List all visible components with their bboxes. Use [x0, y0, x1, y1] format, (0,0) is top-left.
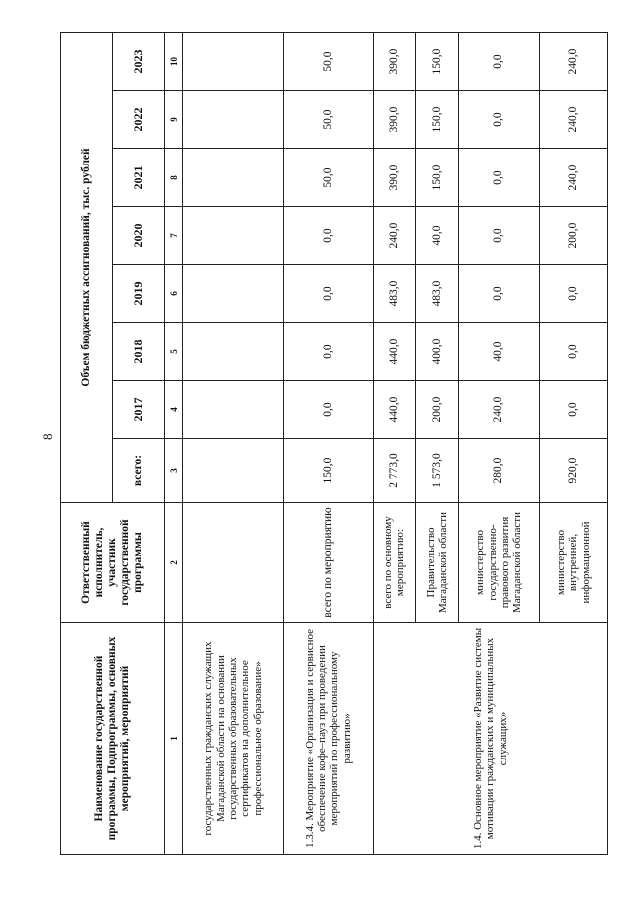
row-value: 150,0	[416, 149, 459, 207]
row-value	[183, 439, 284, 503]
row-value: 50,0	[284, 91, 373, 149]
column-index: 2	[165, 503, 183, 623]
row-value: 200,0	[416, 381, 459, 439]
row-responsible	[183, 503, 284, 623]
row-value: 40,0	[416, 207, 459, 265]
row-value: 400,0	[416, 323, 459, 381]
row-value: 0,0	[539, 265, 607, 323]
row-value	[183, 381, 284, 439]
header-name: Наименование государственной программы, Подпрограммы, основных мероприятий, мероприятий	[61, 623, 165, 855]
row-responsible: всего по мероприятию	[284, 503, 373, 623]
row-value: 240,0	[458, 381, 539, 439]
row-value: 240,0	[539, 149, 607, 207]
row-value: 0,0	[458, 33, 539, 91]
table-row	[284, 33, 373, 855]
header-budget: Объем бюджетных ассигнований, тыс. рублей	[61, 33, 113, 503]
row-value: 0,0	[458, 149, 539, 207]
row-name: государственных гражданских служащих Магаданской области на основании государственных образовательных сертификатов на дополнительное профессиональное образование»	[183, 623, 284, 855]
row-value: 390,0	[373, 149, 416, 207]
row-value: 240,0	[373, 207, 416, 265]
row-value: 440,0	[373, 381, 416, 439]
column-index: 5	[165, 323, 183, 381]
row-value	[183, 265, 284, 323]
column-index: 9	[165, 91, 183, 149]
column-index-row	[165, 33, 183, 855]
row-value: 50,0	[284, 149, 373, 207]
row-value: 0,0	[284, 323, 373, 381]
row-value: 40,0	[458, 323, 539, 381]
rotated-table-container	[60, 33, 608, 855]
header-total: всего:	[113, 439, 165, 503]
row-value: 920,0	[539, 439, 607, 503]
row-value	[183, 33, 284, 91]
header-responsible: Ответственный исполнитель, участник государственной программы	[61, 503, 165, 623]
header-year: 2020	[113, 207, 165, 265]
row-value: 390,0	[373, 91, 416, 149]
row-value: 0,0	[458, 207, 539, 265]
row-value: 440,0	[373, 323, 416, 381]
header-year: 2019	[113, 265, 165, 323]
row-value: 200,0	[539, 207, 607, 265]
row-value: 50,0	[284, 33, 373, 91]
column-index: 6	[165, 265, 183, 323]
row-value: 150,0	[416, 33, 459, 91]
row-value: 2 773,0	[373, 439, 416, 503]
row-value: 150,0	[284, 439, 373, 503]
row-value: 390,0	[373, 33, 416, 91]
column-index: 7	[165, 207, 183, 265]
row-responsible: министерство внутренней, информационной	[539, 503, 607, 623]
budget-table	[60, 32, 608, 855]
row-name: 1.3.4. Мероприятие «Организация и сервисное обеспечение кофе–пауз при проведении мероприятий по профессиональному развитию»	[284, 623, 373, 855]
row-value: 0,0	[284, 381, 373, 439]
header-year: 2017	[113, 381, 165, 439]
row-value: 240,0	[539, 33, 607, 91]
column-index: 10	[165, 33, 183, 91]
row-value: 0,0	[458, 265, 539, 323]
row-value: 0,0	[458, 91, 539, 149]
column-index: 3	[165, 439, 183, 503]
row-value: 483,0	[373, 265, 416, 323]
table-row	[373, 33, 416, 855]
column-index: 4	[165, 381, 183, 439]
header-year: 2021	[113, 149, 165, 207]
group-name: 1.4. Основное мероприятие «Развитие системы мотивации гражданских и муниципальных служащих»	[373, 623, 607, 855]
page-number: 8	[40, 433, 55, 440]
column-index: 1	[165, 623, 183, 855]
row-value: 0,0	[539, 323, 607, 381]
row-value: 240,0	[539, 91, 607, 149]
row-value: 1 573,0	[416, 439, 459, 503]
row-value	[183, 207, 284, 265]
row-value: 0,0	[284, 265, 373, 323]
row-value: 483,0	[416, 265, 459, 323]
row-value: 150,0	[416, 91, 459, 149]
column-index: 8	[165, 149, 183, 207]
header-year: 2018	[113, 323, 165, 381]
row-value: 0,0	[539, 381, 607, 439]
row-responsible: Правительство Магаданской области	[416, 503, 459, 623]
header-year: 2023	[113, 33, 165, 91]
row-value	[183, 91, 284, 149]
row-value	[183, 149, 284, 207]
row-value	[183, 323, 284, 381]
table-row	[183, 33, 284, 855]
header-year: 2022	[113, 91, 165, 149]
row-value: 0,0	[284, 207, 373, 265]
row-responsible: министерство государственно-правового развития Магаданской области	[458, 503, 539, 623]
row-value: 280,0	[458, 439, 539, 503]
row-responsible: всего по основному мероприятию:	[373, 503, 416, 623]
